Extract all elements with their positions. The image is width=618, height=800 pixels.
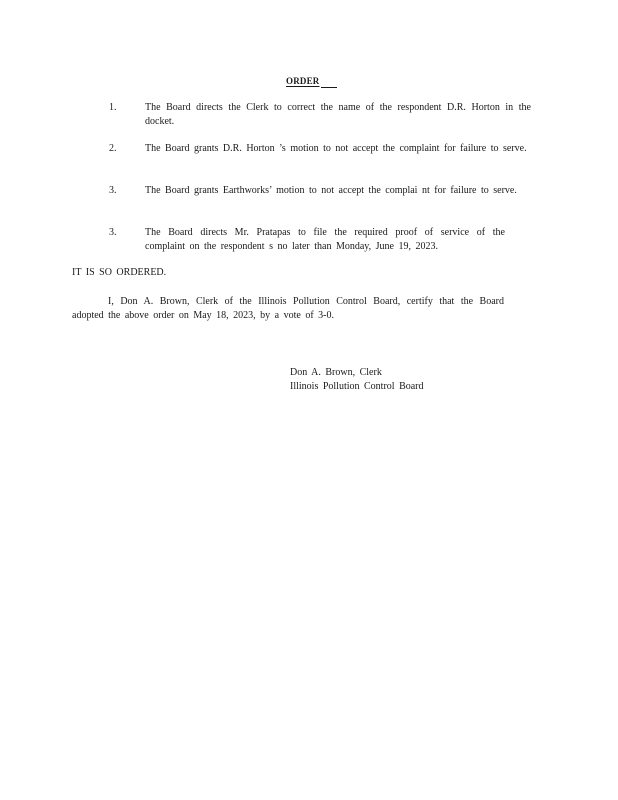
item-number: 3.: [109, 185, 117, 196]
item-text: The Board directs Mr. Pratapas to file the required proof of service of the complaint on the respondent s no later than Monday, June 19, 2023.: [145, 227, 505, 252]
signature-org: Illinois Pollution Control Board: [290, 381, 424, 392]
signature-name: Don A. Brown, Clerk: [290, 367, 382, 378]
order-heading: [286, 74, 337, 88]
heading-underline: [321, 77, 337, 88]
certification-line-1: I, Don A. Brown, Clerk of the Illinois Pollution Control Board, certify that the Board: [108, 296, 504, 307]
signature-block: [290, 366, 424, 394]
so-ordered: IT IS SO ORDERED.: [72, 267, 167, 278]
order-heading-text: ORDER: [286, 76, 320, 86]
item-text: The Board grants D.R. Horton ’s motion to not accept the complaint for failure to serve.: [145, 143, 527, 154]
item-number: 3.: [109, 227, 117, 238]
certification-line-2: adopted the above order on May 18, 2023, by a vote of 3-0.: [72, 310, 334, 321]
item-number: 2.: [109, 143, 117, 154]
item-text: The Board directs the Clerk to correct the name of the respondent D.R. Horton in the docket.: [145, 102, 531, 127]
item-number: 1.: [109, 102, 117, 113]
item-text: The Board grants Earthworks’ motion to not accept the complai nt for failure to serve.: [145, 185, 517, 196]
certification: [72, 295, 504, 323]
